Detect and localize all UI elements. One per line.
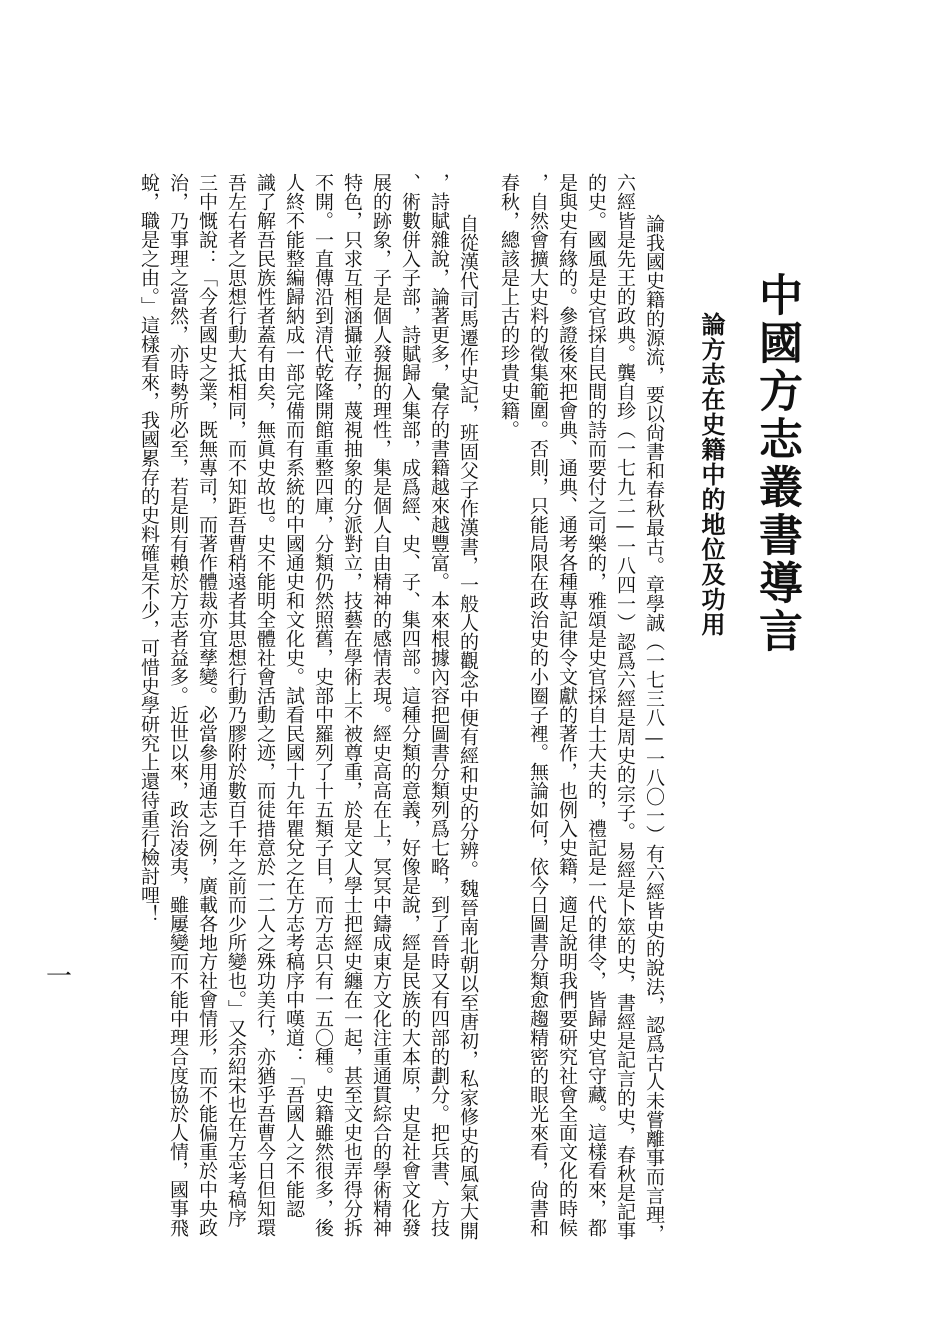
page-title: 中國方志叢書導言: [751, 272, 802, 656]
text-column-13: 人終不能整編歸納成一部完備而有系統的中國通史和文化史。試看民國十九年瞿兌之在方志考稿序中嘆道：「吾國人之不能認: [283, 173, 305, 1218]
text-column-8: ，詩賦雜說，論著更多，彙存的書籍越來越豐富。本來根據內容把圖書分類列爲七略，到了晉時又有四部的劃分。把兵書、方技: [428, 173, 450, 1237]
text-column-5: ，自然會擴大史料的徵集範圍。否則，只能局限在政治史的小圈子裡。無論如何，依今日圖書分類愈趨精密的眼光來看，尙書和: [527, 173, 549, 1237]
page-number: 一: [46, 962, 73, 992]
page-subtitle: 論方志在史籍中的地位及功用: [697, 312, 726, 637]
text-column-18: 蛻，職是之由。」這樣看來，我國累存的史料確是不少，可惜史學研究上還待重行檢討哩！: [138, 173, 160, 924]
text-column-1: 論我國史籍的源流，要以尙書和春秋最古。章學誠（一七三八—一八〇一）有六經皆史的說法，認爲古人未嘗離事而言理，: [643, 214, 665, 1243]
text-column-4: 是與史有緣的。參證後來把會典、通典、通考各種專記律令文獻的著作，也例入史籍，適足說明我們要研究社會全面文化的時候: [556, 173, 578, 1237]
text-column-2: 六經皆是先王的政典。龔自珍（一七九二—一八四一）認爲六經是周史的宗子。易經是卜筮的史，書經是記言的史，春秋是記事: [614, 173, 636, 1240]
text-column-3: 的史。國風是史官採自民間的詩而要付之司樂的，雅頌是史官採自士大夫的，禮記是一代的律令，皆歸史官守藏。這樣看來，都: [585, 173, 607, 1237]
text-column-9: 、術數併入子部，詩賦歸入集部，成爲經、史、子、集四部。這種分類的意義，好像是說，經是民族的大本原，史是社會文化發: [399, 173, 421, 1237]
text-column-12: 不開。一直傳沿到清代乾隆開館重整四庫，分類仍然照舊，史部中羅列了十五類子目，而方志只有一五〇種。史籍雖然很多，後: [312, 173, 334, 1237]
text-column-16: 三中慨說：「今者國史之業，既無專司，而著作體裁亦宜孳變。必當參用通志之例，廣載各地方社會情形，而不能偏重於中央政: [196, 173, 218, 1237]
text-column-14: 識了解吾民族性者蓋有由矣，無眞史故也。史不能明全體社會活動之迹，而徒措意於一二人之殊功美行，亦猶乎吾曹今日但知環: [254, 173, 276, 1237]
text-column-10: 展的跡象，子是個人發掘的理性，集是個人自由精神的感情表現。經史高高在上，冥冥中鑄成東方文化注重通貫綜合的學術精神: [370, 173, 392, 1237]
text-column-7: 自從漢代司馬遷作史記，班固父子作漢書，一般人的觀念中便有經和史的分辨。魏晉南北朝以至唐初，私家修史的風氣大開: [457, 214, 479, 1240]
text-column-6: 春秋，總該是上古的珍貴史籍。: [498, 173, 520, 439]
text-column-11: 特色，只求互相涵攝並存，蔑視抽象的分派對立，技藝在學術上不被尊重，於是文人學士把經史纏在一起，甚至文史也弄得分拆: [341, 173, 363, 1237]
text-column-15: 吾左右者之思想行動大抵相同，而不知距吾曹稍遠者其思想行動乃膠附於數百千年之前而少所變也。」又余紹宋也在方志考稿序: [225, 173, 247, 1228]
text-column-17: 治，乃事理之當然，亦時勢所必至，若是則有賴於方志者益多。近世以來，政治凌夷，雖屢變而不能中理合度協於人情，國事飛: [167, 173, 189, 1237]
